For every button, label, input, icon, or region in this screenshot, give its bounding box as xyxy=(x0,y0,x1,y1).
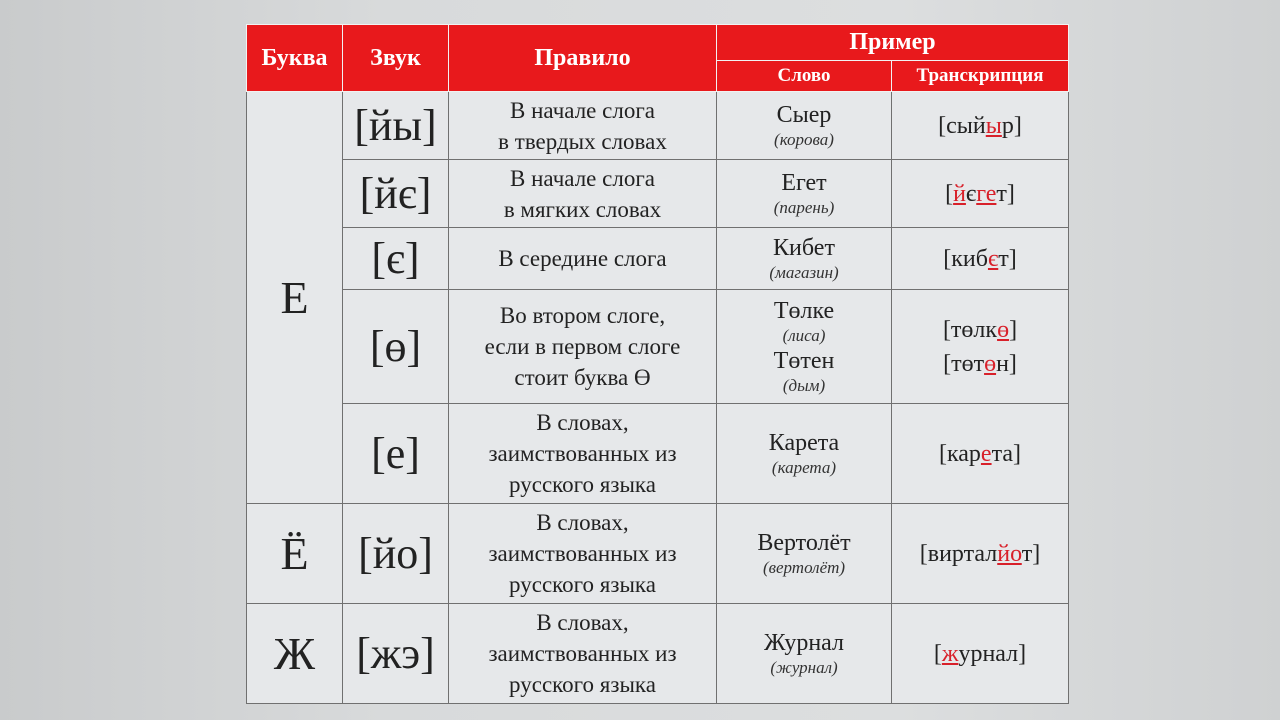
transcription-cell xyxy=(892,504,1069,604)
rule-line: заимствованных из xyxy=(488,641,677,666)
rule-line: русского языка xyxy=(509,472,656,497)
letter-cell: Ё xyxy=(247,504,343,604)
word: Сыер xyxy=(776,101,832,128)
rule-line: В словах, xyxy=(536,610,629,635)
rule-line: в мягких словах xyxy=(503,196,662,222)
transcription-cell xyxy=(892,160,1069,228)
trans-part: л xyxy=(985,540,998,567)
trans-part: урнал] xyxy=(958,640,1027,667)
trans-part: т] xyxy=(998,245,1017,272)
rule-line: заимствованных из xyxy=(488,541,677,566)
sound-cell: [є] xyxy=(343,228,449,290)
letter-cell: Е xyxy=(247,92,343,504)
rule-cell xyxy=(449,160,717,228)
trans-highlight: е xyxy=(980,440,992,467)
trans-part: т] xyxy=(996,180,1015,207)
trans-part: [ xyxy=(945,180,954,207)
word-gloss: (магазин) xyxy=(769,262,839,282)
trans-highlight: ге xyxy=(976,180,997,207)
trans-part: ] xyxy=(1009,316,1018,343)
word-cell xyxy=(717,228,892,290)
header-letter: Буква xyxy=(247,25,343,92)
trans-highlight: йо xyxy=(997,540,1022,567)
trans-part: [вирта xyxy=(919,540,986,567)
trans-part: [кар xyxy=(938,440,981,467)
rule-line: в твердых словах xyxy=(498,128,667,154)
trans-part: та] xyxy=(991,440,1022,467)
word: Төлке xyxy=(773,297,835,324)
trans-highlight: ж xyxy=(941,640,959,667)
trans-part: й xyxy=(972,112,986,139)
rule-line: В начале слога xyxy=(510,165,655,191)
word-cell xyxy=(717,160,892,228)
transcription-cell xyxy=(892,228,1069,290)
word-cell xyxy=(717,604,892,704)
transcription-cell xyxy=(892,404,1069,504)
rule-line: В словах, xyxy=(536,510,629,535)
word-gloss: (дым) xyxy=(782,375,826,395)
trans-highlight: ы xyxy=(985,112,1002,139)
rule-cell xyxy=(449,404,717,504)
transcription-cell xyxy=(892,92,1069,160)
trans-highlight: й xyxy=(953,180,966,207)
rule-line: заимствованных из xyxy=(488,441,677,466)
word: Төтен xyxy=(773,347,835,374)
word: Вертолёт xyxy=(757,529,851,556)
rule-cell xyxy=(449,604,717,704)
header-rule: Правило xyxy=(449,25,717,92)
rule-cell xyxy=(449,92,717,160)
word-gloss: (лиса) xyxy=(782,325,826,345)
rule-line: В словах, xyxy=(536,410,629,435)
trans-part: [киб xyxy=(943,245,988,272)
rule-line: стоит буква Ө xyxy=(514,365,651,390)
trans-highlight: є xyxy=(987,245,999,272)
rule-line: Во втором слоге, xyxy=(499,303,666,328)
header-transcription: Транскрипция xyxy=(892,60,1069,91)
trans-part: [сы xyxy=(938,112,973,139)
word-cell xyxy=(717,92,892,160)
trans-line xyxy=(892,347,1068,381)
trans-part: є xyxy=(965,180,977,207)
word-cell xyxy=(717,504,892,604)
header-example: Пример xyxy=(717,25,1069,61)
sound-cell: [жэ] xyxy=(343,604,449,704)
word-cell xyxy=(717,404,892,504)
trans-highlight: ө xyxy=(984,350,997,377)
word: Кибет xyxy=(773,234,835,261)
trans-part: [төлк xyxy=(942,316,998,343)
trans-part: р] xyxy=(1001,112,1022,139)
trans-part: [ xyxy=(933,640,942,667)
rule-line: В начале слога xyxy=(510,97,655,123)
trans-highlight: ө xyxy=(997,316,1010,343)
rule-line: русского языка xyxy=(509,672,656,697)
trans-part: т] xyxy=(1021,540,1041,567)
sound-cell: [йы] xyxy=(343,92,449,160)
word-gloss: (журнал) xyxy=(770,657,838,677)
word-gloss: (вертолёт) xyxy=(762,557,846,577)
header-sound: Звук xyxy=(343,25,449,92)
rule-cell xyxy=(449,290,717,404)
trans-line xyxy=(892,313,1068,347)
sound-cell: [ө] xyxy=(343,290,449,404)
sound-cell: [йє] xyxy=(343,160,449,228)
sound-cell: [йо] xyxy=(343,504,449,604)
sound-cell: [е] xyxy=(343,404,449,504)
letter-cell: Ж xyxy=(247,604,343,704)
transcription-cell xyxy=(892,604,1069,704)
header-word: Слово xyxy=(717,60,892,91)
rule-line: В середине слога xyxy=(498,246,667,271)
word: Карета xyxy=(768,429,840,456)
word-cell xyxy=(717,290,892,404)
phonetics-table xyxy=(246,24,1069,704)
rule-cell xyxy=(449,504,717,604)
transcription-cell xyxy=(892,290,1069,404)
word-gloss: (корова) xyxy=(774,129,834,149)
rule-line: русского языка xyxy=(509,572,656,597)
word: Журнал xyxy=(763,629,844,656)
word-gloss: (парень) xyxy=(773,197,835,217)
trans-part: н] xyxy=(996,350,1017,377)
word-gloss: (карета) xyxy=(771,457,837,477)
rule-line: если в первом слоге xyxy=(484,334,681,359)
trans-part: [төт xyxy=(943,350,985,377)
rule-cell xyxy=(449,228,717,290)
word: Егет xyxy=(781,169,827,196)
